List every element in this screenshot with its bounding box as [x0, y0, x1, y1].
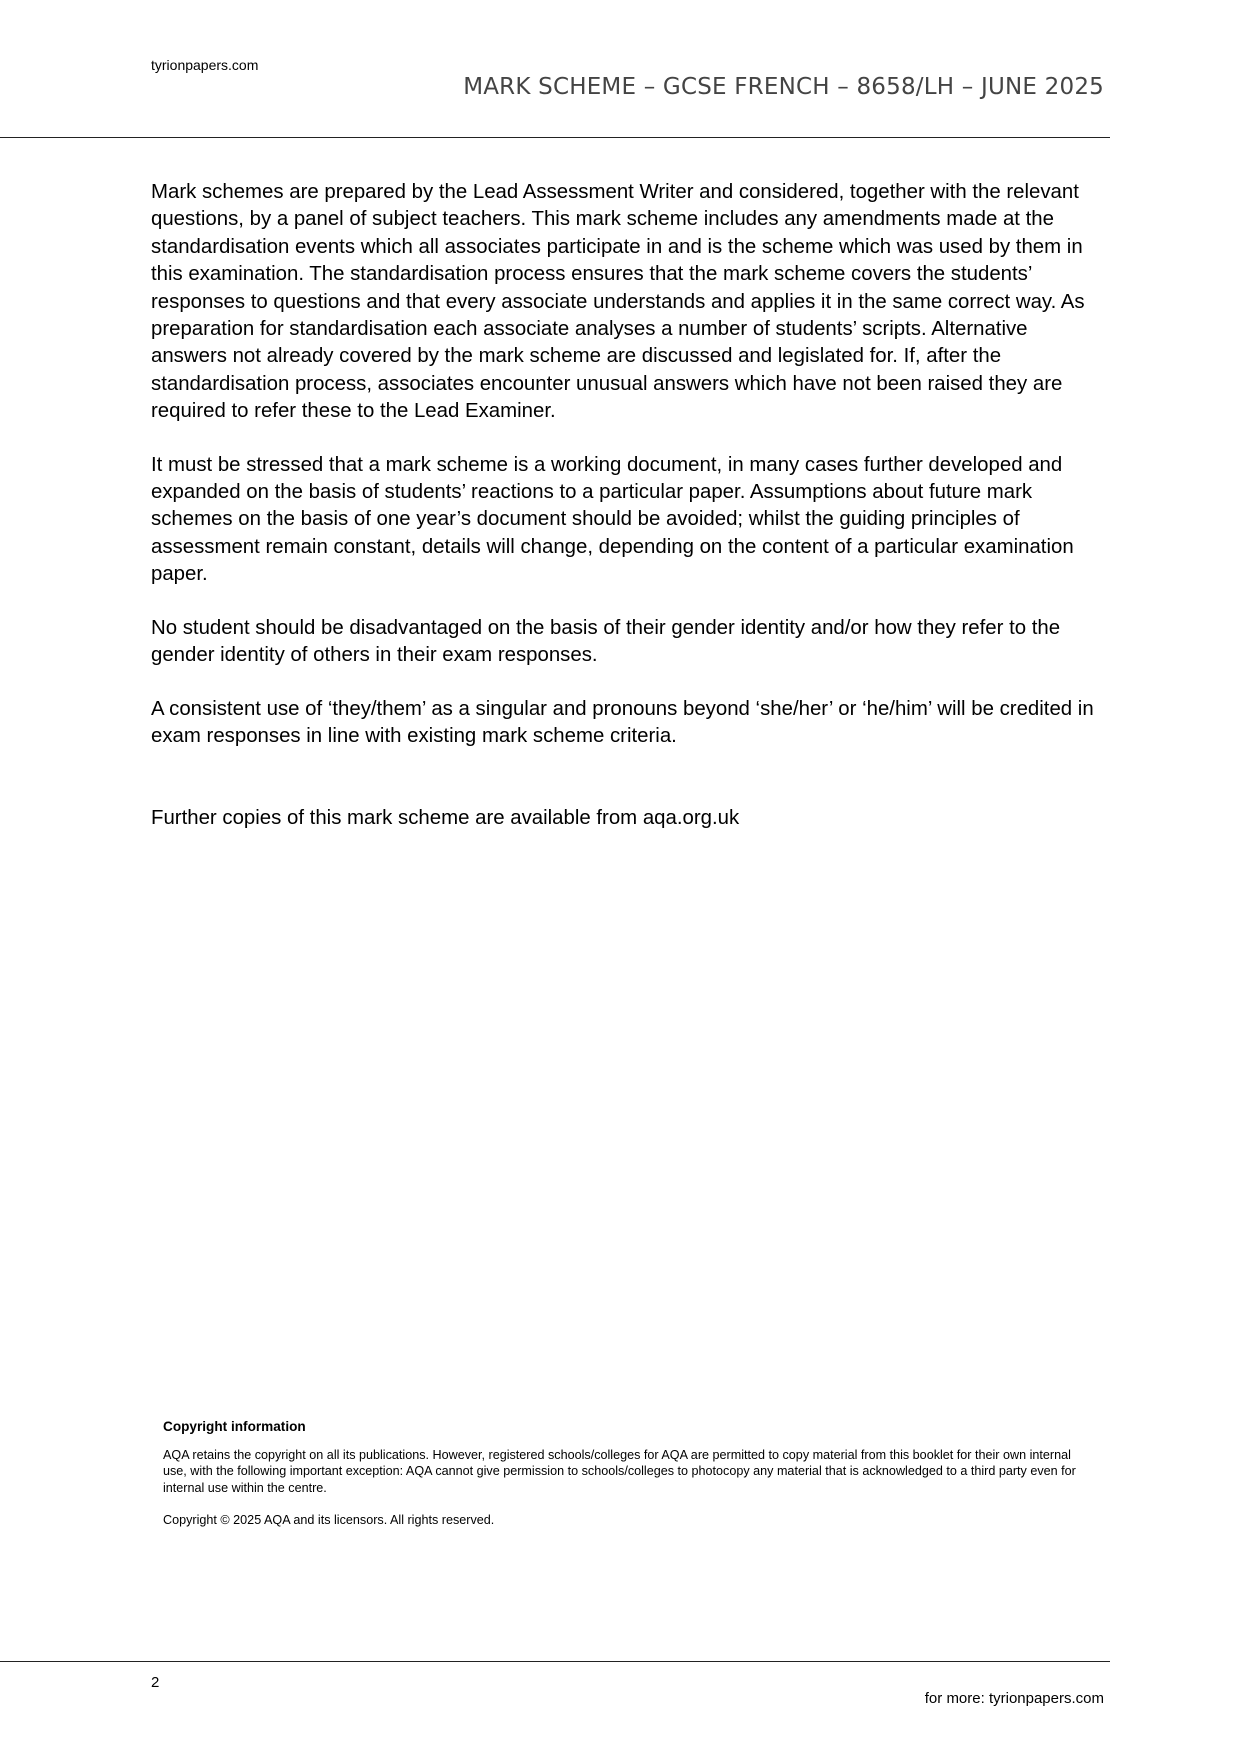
paragraph-standardisation: Mark schemes are prepared by the Lead Assessment Writer and considered, together with the relevant questions, by a panel of subject teachers. This mark scheme includes any amendments made at the standardisation events which all associates participate in and is the scheme which was used by them in this examination. The standardisation process ensures that the mark scheme covers the students’ responses to questions and that every associate understands and applies it in the same correct way. As preparation for standardisation each associate analyses a number of students’ scripts. Alternative answers not already covered by the mark scheme are discussed and legislated for. If, after the standardisation process, associates encounter unusual answers which have not been raised they are required to refer these to the Lead Examiner.: [151, 181, 1085, 423]
paragraph-working-document: It must be stressed that a mark scheme is a working document, in many cases further developed and expanded on the basis of students’ reactions to a particular paper. Assumptions about future mark schemes on the basis of one year’s document should be avoided; whilst the guiding principles of assessment remain constant, details will change, depending on the content of a particular examination paper.: [151, 453, 1074, 586]
mark-scheme-intro: [151, 179, 1101, 859]
document-header-title: MARK SCHEME – GCSE FRENCH – 8658/LH – JUNE 2025: [463, 74, 1104, 100]
site-watermark-bottom: for more: tyrionpapers.com: [924, 1690, 1104, 1707]
copyright-text: AQA retains the copyright on all its publications. However, registered schools/colleges for AQA are permitted to copy material from this booklet for their own internal use, with the following important exception: AQA cannot give permission to schools/colleges to photocopy any material that is acknowledged to a third party even for internal use within the centre.: [163, 1448, 1076, 1495]
page-number: 2: [151, 1674, 160, 1691]
copyright-heading: Copyright information: [163, 1419, 306, 1434]
further-copies-note: Further copies of this mark scheme are available from aqa.org.uk: [151, 807, 740, 830]
paragraph-pronouns: A consistent use of ‘they/them’ as a singular and pronouns beyond ‘she/her’ or ‘he/him’ will be credited in exam responses in line with existing mark scheme criteria.: [151, 697, 1094, 747]
paragraph-gender-identity: No student should be disadvantaged on the basis of their gender identity and/or how they refer to the gender identity of others in their exam responses.: [151, 616, 1061, 667]
footer-divider: [0, 1661, 1110, 1662]
copyright-block: [163, 1418, 1093, 1545]
site-watermark-top: tyrionpapers.com: [151, 57, 259, 73]
copyright-notice: Copyright © 2025 AQA and its licensors. All rights reserved.: [163, 1513, 495, 1528]
header-divider: [0, 137, 1110, 138]
